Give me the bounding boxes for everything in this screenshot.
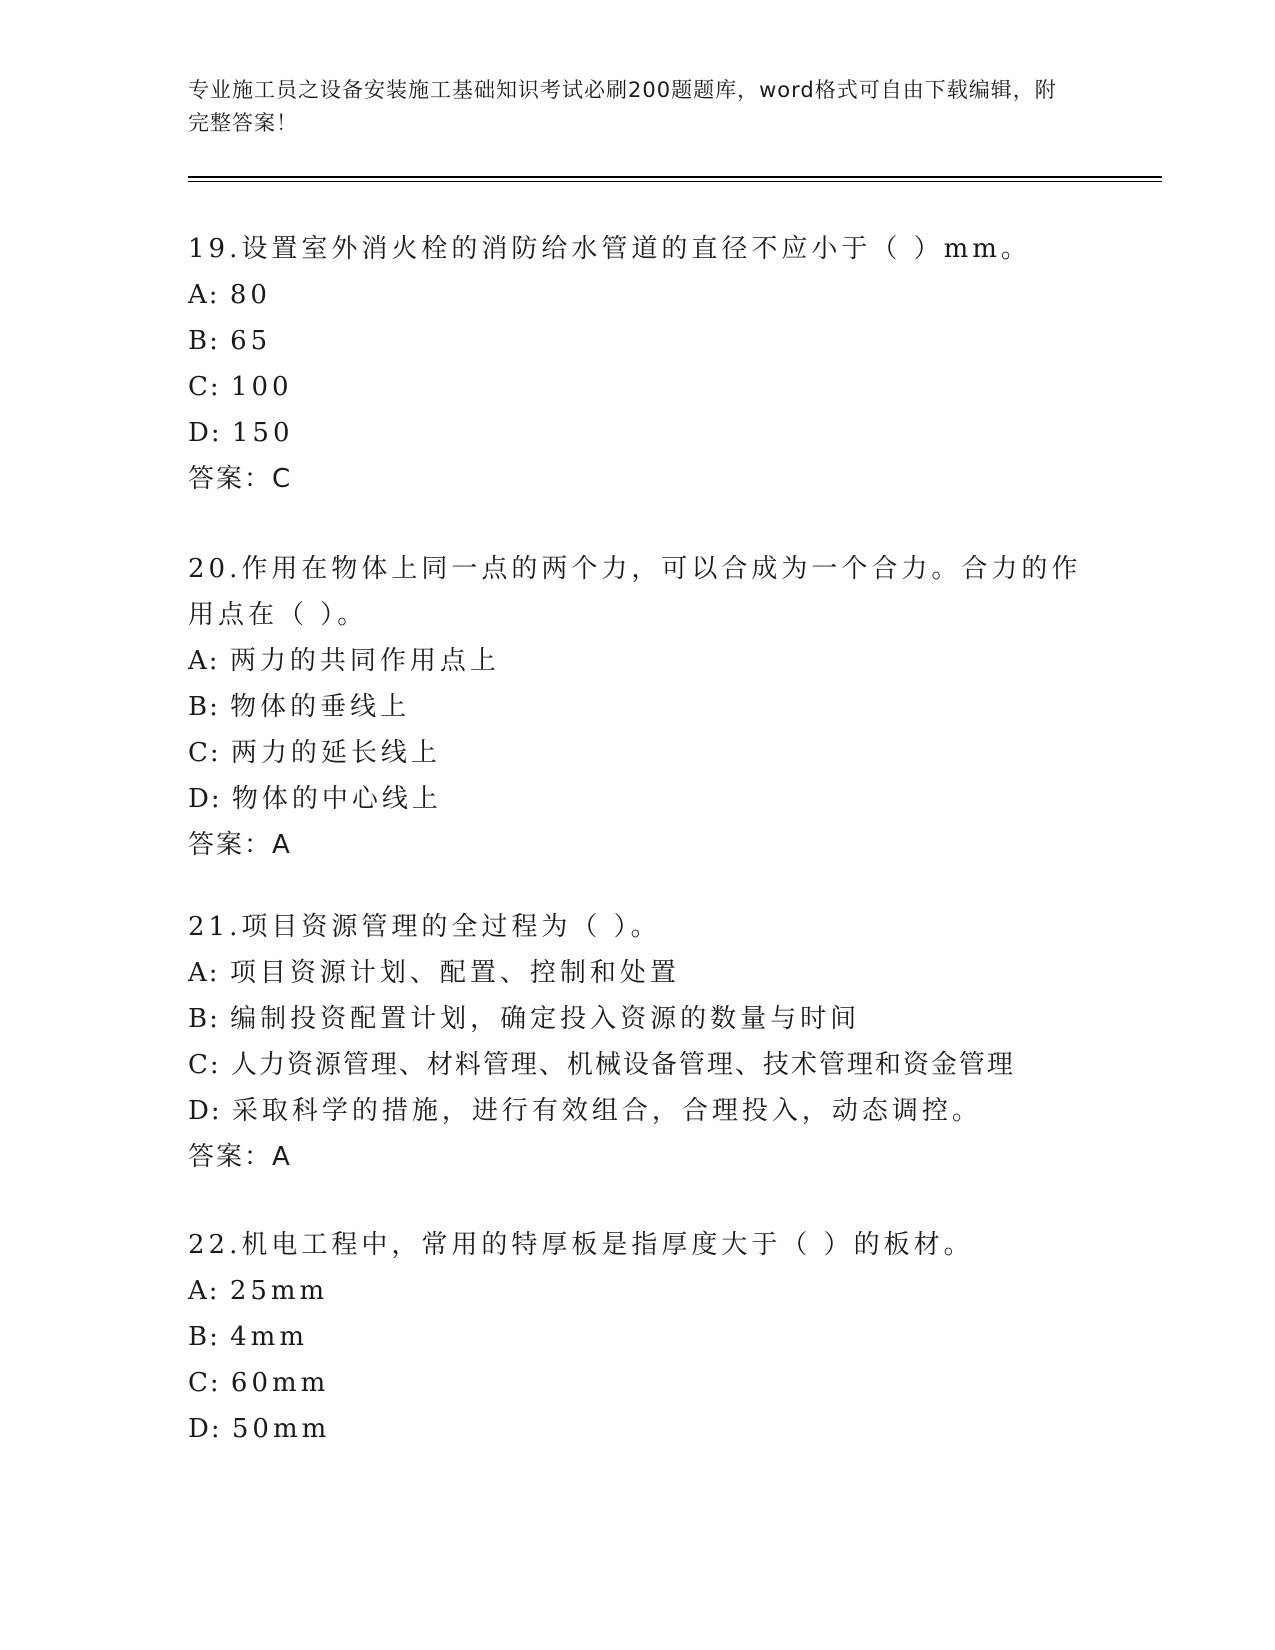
option-text: 50mm	[231, 1414, 331, 1444]
document-header	[188, 74, 1068, 140]
question-stem: 21.项目资源管理的全过程为（ ）。	[188, 912, 661, 942]
option-key: B:	[188, 692, 220, 722]
option-d	[188, 1406, 1088, 1452]
option-text: 人力资源管理、材料管理、机械设备管理、技术管理和资金管理	[230, 1050, 1015, 1080]
option-a	[188, 272, 1088, 318]
option-text: 物体的垂线上	[230, 692, 411, 722]
option-text: 150	[231, 418, 294, 448]
option-c	[188, 364, 1088, 410]
option-b	[188, 684, 1088, 730]
option-a	[188, 638, 1088, 684]
option-key: A:	[188, 1276, 220, 1306]
option-c	[188, 1360, 1088, 1406]
header-title: 专业施工员之设备安装施工基础知识考试必刷200题题库，word格式可自由下载编辑，附完整答案！	[188, 78, 1057, 135]
option-text: 65	[230, 326, 272, 356]
option-text: 80	[229, 280, 271, 310]
option-key: D:	[188, 784, 222, 814]
option-key: A:	[188, 958, 220, 988]
option-key: B:	[188, 326, 220, 356]
option-c	[188, 1042, 1088, 1088]
answer-line: 答案：A	[188, 1142, 292, 1172]
option-a	[188, 950, 1088, 996]
option-key: D:	[188, 1414, 222, 1444]
option-d	[188, 1088, 1088, 1134]
option-text: 项目资源计划、配置、控制和处置	[229, 958, 680, 988]
option-text: 采取科学的措施，进行有效组合，合理投入，动态调控。	[231, 1096, 982, 1126]
question-stem: 19.设置室外消火栓的消防给水管道的直径不应小于（ ）mm。	[188, 234, 1031, 264]
option-c	[188, 730, 1088, 776]
option-key: A:	[188, 646, 220, 676]
option-d	[188, 410, 1088, 456]
option-key: C:	[188, 1050, 221, 1080]
question-20	[188, 546, 1088, 868]
option-key: D:	[188, 1096, 222, 1126]
option-text: 物体的中心线上	[231, 784, 442, 814]
option-key: B:	[188, 1004, 220, 1034]
option-text: 100	[230, 372, 293, 402]
header-rule-thick	[188, 176, 1162, 178]
option-b	[188, 1314, 1088, 1360]
option-b	[188, 318, 1088, 364]
option-key: D:	[188, 418, 222, 448]
option-b	[188, 996, 1088, 1042]
question-22	[188, 1222, 1088, 1452]
question-stem: 22.机电工程中，常用的特厚板是指厚度大于（ ）的板材。	[188, 1230, 974, 1260]
answer-line: 答案：A	[188, 830, 292, 860]
option-a	[188, 1268, 1088, 1314]
option-d	[188, 776, 1088, 822]
question-stem: 20.作用在物体上同一点的两个力，可以合成为一个合力。合力的作用点在（ ）。	[188, 554, 1082, 630]
option-text: 两力的延长线上	[230, 738, 441, 768]
option-text: 编制投资配置计划，确定投入资源的数量与时间	[230, 1004, 861, 1034]
header-rule-thin	[188, 181, 1162, 182]
option-text: 60mm	[230, 1368, 330, 1398]
question-19	[188, 226, 1088, 502]
option-key: C:	[188, 1368, 221, 1398]
option-text: 两力的共同作用点上	[229, 646, 500, 676]
option-key: C:	[188, 372, 221, 402]
option-key: A:	[188, 280, 220, 310]
option-text: 25mm	[229, 1276, 329, 1306]
option-key: B:	[188, 1322, 220, 1352]
option-key: C:	[188, 738, 221, 768]
option-text: 4mm	[230, 1322, 308, 1352]
question-21	[188, 904, 1088, 1180]
answer-line: 答案：C	[188, 464, 293, 494]
